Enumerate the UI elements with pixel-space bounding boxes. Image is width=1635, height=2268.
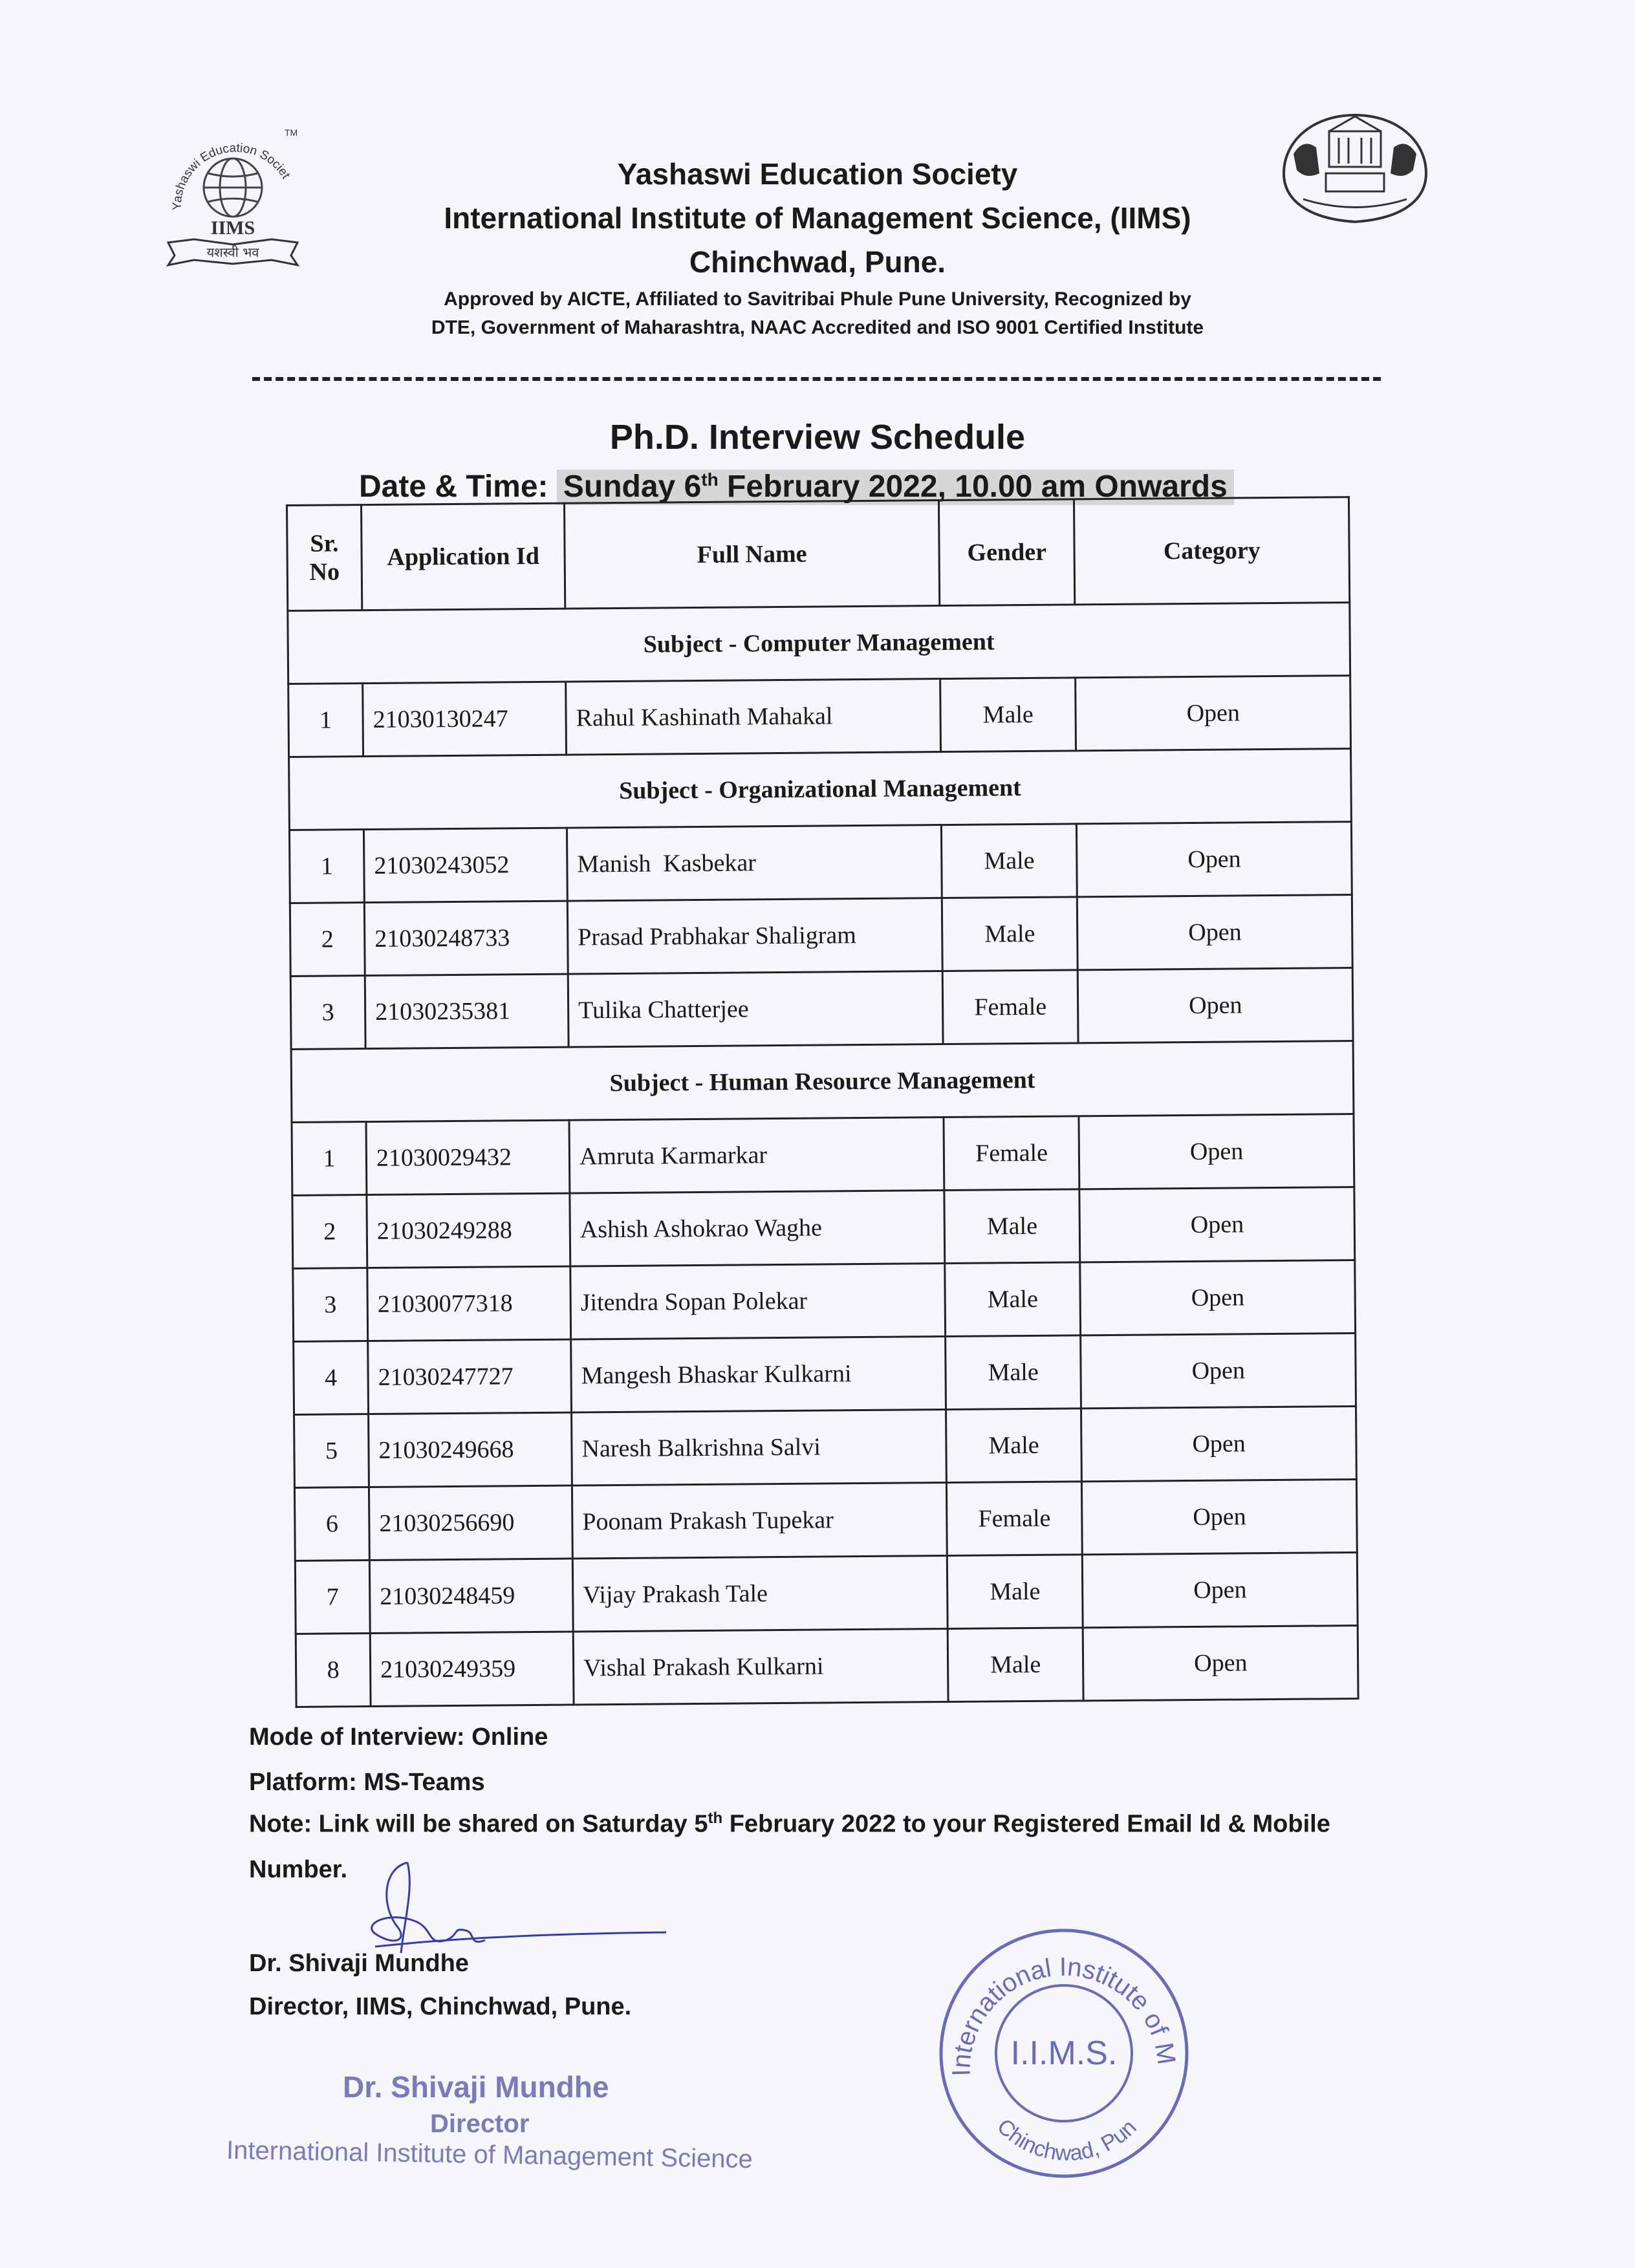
cell-application-id: 21030029432 [366, 1120, 570, 1194]
header-divider [252, 377, 1381, 381]
cell-full-name: Manish Kasbekar [567, 825, 942, 902]
cell-gender: Male [941, 824, 1077, 898]
header-sr-no: Sr. No [287, 505, 362, 611]
institute-name: International Institute of Management Science, (IIMS) [444, 201, 1191, 235]
table-row [292, 1114, 1354, 1196]
director-stamp [220, 2069, 802, 2263]
cell-category: Open [1083, 1553, 1358, 1628]
cell-application-id: 21030130247 [363, 682, 567, 756]
cell-gender: Female [942, 970, 1078, 1044]
cell-application-id: 21030249288 [367, 1193, 570, 1268]
cell-sr: 6 [294, 1487, 369, 1561]
cell-application-id: 21030243052 [363, 828, 567, 902]
cell-full-name: Vijay Prakash Tale [572, 1556, 947, 1632]
cell-application-id: 21030256690 [369, 1485, 572, 1560]
header-category: Category [1074, 497, 1350, 605]
seal-center-text: I.I.M.S. [1010, 2035, 1118, 2072]
interview-mode: Mode of Interview: Online [249, 1723, 548, 1751]
cell-full-name: Prasad Prabhakar Shaligram [567, 898, 942, 975]
note-sup: th [708, 1809, 723, 1827]
cell-sr: 7 [295, 1561, 370, 1634]
cell-application-id: 21030249668 [369, 1412, 572, 1487]
cell-application-id: 21030248733 [364, 901, 568, 975]
cell-gender: Male [940, 678, 1076, 752]
table-row [294, 1480, 1357, 1561]
cell-sr: 2 [290, 903, 365, 977]
header-application-id: Application Id [362, 503, 565, 610]
seal-ring-text: International Institute of M [947, 1952, 1181, 2077]
subject-heading: Subject - Computer Management [288, 603, 1350, 684]
cell-category: Open [1077, 822, 1352, 897]
logo-iims-text: IIMS [210, 217, 255, 239]
table-header-row [287, 497, 1350, 611]
cell-category: Open [1079, 1114, 1354, 1189]
cell-gender: Female [944, 1116, 1079, 1191]
cell-gender: Male [945, 1262, 1081, 1337]
table-row [294, 1334, 1356, 1415]
society-name: Yashaswi Education Society [617, 157, 1018, 191]
datetime-day: Sunday 6 [563, 470, 702, 504]
cell-gender: Male [946, 1335, 1081, 1410]
cell-sr: 2 [292, 1195, 367, 1269]
cell-gender: Male [947, 1628, 1083, 1702]
cell-sr: 8 [296, 1634, 371, 1707]
subject-heading: Subject - Organizational Management [289, 749, 1352, 830]
institute-seal [925, 1914, 1203, 2192]
logo-tm: TM [285, 127, 298, 138]
stamp-institute: International Institute of Management Science [226, 2135, 753, 2174]
approval-line-2: DTE, Government of Maharashtra, NAAC Accredited and ISO 9001 Certified Institute [431, 317, 1204, 338]
header-gender: Gender [938, 499, 1075, 606]
cell-sr: 3 [293, 1268, 368, 1342]
link-note-line-2: Number. [249, 1856, 348, 1883]
cell-category: Open [1077, 895, 1352, 970]
cell-full-name: Poonam Prakash Tupekar [572, 1483, 947, 1559]
table-row [296, 1626, 1358, 1707]
cell-full-name: Tulika Chatterjee [568, 971, 943, 1048]
cell-full-name: Naresh Balkrishna Salvi [572, 1410, 947, 1486]
cell-category: Open [1076, 676, 1350, 751]
subject-row [289, 749, 1352, 830]
page-title: Ph.D. Interview Schedule [609, 418, 1026, 457]
cell-gender: Male [946, 1409, 1081, 1483]
table-row [288, 676, 1351, 757]
cell-category: Open [1081, 1407, 1356, 1482]
cell-application-id: 21030247727 [368, 1339, 572, 1414]
cell-full-name: Mangesh Bhaskar Kulkarni [571, 1337, 946, 1413]
datetime-label: Date & Time: [359, 470, 548, 504]
datetime-sup: th [701, 470, 719, 490]
cell-gender: Female [946, 1482, 1082, 1556]
cell-sr: 1 [288, 684, 363, 757]
stamp-director-name: Dr. Shivaji Mundhe [343, 2070, 609, 2104]
header-full-name: Full Name [565, 501, 940, 609]
cell-gender: Male [944, 1189, 1080, 1264]
cell-category: Open [1082, 1480, 1357, 1555]
cell-application-id: 21030249359 [370, 1632, 574, 1706]
approval-line-1: Approved by AICTE, Affiliated to Savitribai Phule Pune University, Recognized by [444, 288, 1191, 310]
table-row [290, 968, 1353, 1050]
note-text-a: Note: Link will be shared on Saturday 5 [249, 1810, 708, 1838]
cell-application-id: 21030235381 [365, 974, 568, 1048]
director-name: Dr. Shivaji Mundhe [249, 1950, 469, 1977]
table-row [289, 822, 1352, 903]
note-text-b: February 2022 to your Registered Email Id & Mobile [722, 1810, 1330, 1838]
cell-full-name: Ashish Ashokrao Waghe [570, 1191, 945, 1267]
cell-sr: 4 [294, 1341, 369, 1415]
cell-sr: 1 [289, 830, 364, 903]
cell-full-name: Rahul Kashinath Mahakal [566, 679, 941, 755]
table-row [293, 1260, 1356, 1342]
cell-full-name: Vishal Prakash Kulkarni [573, 1629, 948, 1705]
logo-ribbon-text: यशस्वी भव [206, 244, 259, 260]
cell-application-id: 21030248459 [369, 1559, 573, 1633]
cell-full-name: Amruta Karmarkar [569, 1118, 944, 1194]
table-row [292, 1187, 1355, 1269]
cell-sr: 3 [290, 976, 365, 1050]
schedule-table [286, 496, 1359, 1708]
director-title: Director, IIMS, Chinchwad, Pune. [249, 1993, 632, 2020]
table-row [290, 895, 1352, 977]
interview-platform: Platform: MS-Teams [249, 1769, 485, 1796]
logo-arc-text: Yashaswi Education Societ [170, 141, 293, 211]
cell-category: Open [1083, 1626, 1358, 1701]
institute-city: Chinchwad, Pune. [689, 245, 946, 279]
stamp-director-role: Director [430, 2110, 530, 2138]
cell-category: Open [1078, 968, 1353, 1043]
table-row [295, 1553, 1358, 1634]
table-row [294, 1407, 1357, 1488]
subject-heading: Subject - Human Resource Management [291, 1041, 1354, 1123]
cell-category: Open [1081, 1334, 1356, 1409]
cell-category: Open [1080, 1260, 1355, 1335]
cell-sr: 1 [292, 1122, 367, 1196]
subject-row [288, 603, 1350, 684]
cell-gender: Male [942, 897, 1077, 971]
cell-sr: 5 [294, 1414, 369, 1488]
link-note [249, 1809, 1330, 1839]
subject-row [291, 1041, 1354, 1123]
datetime-rest: February 2022, 10.00 am Onwards [718, 470, 1228, 504]
cell-category: Open [1079, 1187, 1354, 1262]
cell-application-id: 21030077318 [367, 1266, 571, 1341]
seal-bottom-text: Chinchwad, Pun [992, 2113, 1142, 2166]
cell-full-name: Jitendra Sopan Polekar [570, 1264, 946, 1340]
cell-gender: Male [947, 1555, 1083, 1629]
